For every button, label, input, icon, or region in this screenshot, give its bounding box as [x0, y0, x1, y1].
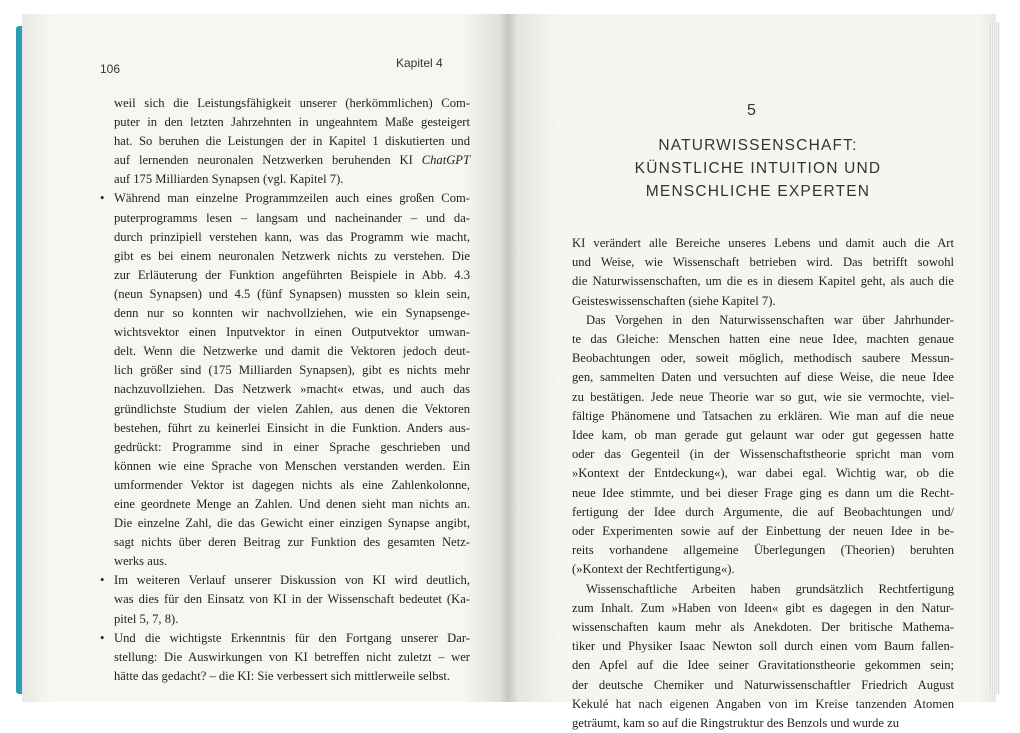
page-number: 106	[100, 62, 121, 76]
text-line: reits vorhandene allgemeine Überlegungen (Theorien) beruhten	[572, 543, 954, 558]
text-line: zum Inhalt. Zum »Haben von Ideen« gibt es dagegen in den Natur-	[572, 600, 954, 615]
page-edges	[990, 22, 1000, 694]
text-line: te das Gleiche: Menschen hatten eine neue Idee, machten genaue	[572, 332, 954, 347]
text-line: den Apfel auf die Idee seiner Gravitationstheorie gekommen sein;	[572, 658, 954, 673]
text-line: oder Experimenten sowie auf der Einbettung der neuen Idee in be-	[572, 524, 954, 539]
text-line: auf lernenden neuronalen Netzwerken beruhenden KI ChatGPT	[114, 153, 470, 168]
text-line: gründlichste Studium der vielen Zahlen, aus denen die Vektoren	[114, 401, 470, 416]
running-header: Kapitel 4	[396, 56, 443, 70]
text-line: Geisteswissenschaften (siehe Kapitel 7).	[572, 293, 776, 308]
right-page-body	[572, 234, 954, 733]
text-line: Das Vorgehen in den Naturwissenschaften war über Jahrhunder-	[586, 312, 954, 327]
text-line: (»Kontext der Rechtfertigung«).	[572, 562, 735, 577]
text-line: können wie eine Sprache von Menschen verstanden werden. Ein	[114, 458, 470, 473]
text-line: wissenschaften kaum mehr als Anekdoten. Der britische Mathema-	[572, 620, 954, 635]
text-line: die Naturwissenschaften, um die es in diesem Kapitel geht, als auch die	[572, 274, 954, 289]
text-line: fertigung der Idee durch Argumente, die auf Beobachtungen und/	[572, 504, 954, 519]
text-line: werks aus.	[114, 554, 168, 569]
text-line: delt. Wenn die Netzwerke und damit die Vektoren jedoch deut-	[114, 344, 470, 359]
bullet-item	[114, 571, 470, 628]
text-line: denn nur so konnten wir nachvollziehen, wie ein Synapsenge-	[114, 306, 470, 321]
text-line: Die einzelne Zahl, die das Gewicht einer einzigen Synapse angibt,	[114, 516, 470, 531]
text-line: weil sich die Leistungsfähigkeit unserer (herkömmlichen) Com-	[114, 96, 470, 110]
text-line: • Während man einzelne Programmzeilen auch eines großen Com-	[114, 191, 470, 206]
text-line: gibt es bei einem neuronalen Netzwerk nichts zu verstehen. Die	[114, 248, 470, 263]
left-page	[22, 14, 508, 702]
text-line: der deutsche Chemiker und Naturwissenschaftler Friedrich August	[572, 677, 954, 692]
text-line: neue Idee stimmte, und bei dieser Frage ging es dann um die Recht-	[572, 485, 954, 500]
text-line: geträumt, kam so auf die Ringstruktur des Benzols und wurde zu	[572, 716, 900, 731]
text-line: durch prinzipiell verstehen kann, was das Programm wie macht,	[114, 229, 470, 244]
open-book	[22, 14, 996, 731]
text-line: Wissenschaftliche Arbeiten haben grundsätzlich Rechtfertigung	[586, 581, 954, 596]
text-line: stellung: Die Auswirkungen von KI betreffen nicht zuletzt – wer	[114, 649, 470, 664]
text-line: • Im weiteren Verlauf unserer Diskussion von KI wird deutlich,	[114, 573, 470, 588]
text-line: eine geordnete Menge an Zahlen. Und denen sieht man nichts an.	[114, 496, 470, 511]
text-line: Idee kam, ob man gerade gut gelaunt war oder gut gegessen hatte	[572, 428, 954, 443]
text-line: (neun Synapsen) und 4.5 (fünf Synapsen) mussten so klein sein,	[114, 286, 470, 301]
text-line: Kekulé hat nach eigenen Angaben von im Kreise tanzenden Atomen	[572, 696, 954, 711]
text-line: »Kontext der Entdeckung«), war dabei egal. Wichtig war, ob die	[572, 466, 954, 481]
text-line: zu bestätigen. Jede neue Theorie war so gut, wie sie vermochte, viel-	[572, 389, 954, 404]
text-line: puter in den letzten Jahrzehnten in ungeahntem Maße gesteigert	[114, 115, 470, 130]
text-line: • Und die wichtigste Erkenntnis für den Fortgang unserer Dar-	[114, 630, 470, 645]
bullet-item	[114, 189, 470, 571]
text-line: zur Erläuterung der Funktion angeführten Beispiele in Abb. 4.3	[114, 267, 470, 282]
chapter-title-line: NATURWISSENSCHAFT:	[658, 137, 858, 154]
text-line: und Weise, wie Wissenschaft betrieben wird. Das betrifft sowohl	[572, 255, 954, 270]
bullet-item	[114, 629, 470, 686]
paragraph	[114, 94, 470, 189]
paragraph	[572, 311, 954, 580]
text-line: oder das Gegenteil (in der Wissenschaftstheorie spricht man vom	[572, 447, 954, 462]
text-line: wichtsvektor einen Inputvektor in einen Outputvektor umwan-	[114, 325, 470, 340]
text-line: gedrückt: Programme sind in einer Sprache geschrieben und	[114, 439, 470, 454]
text-line: pitel 5, 7, 8).	[114, 611, 179, 626]
text-line: hat. So beruhen die Leistungen der in Kapitel 1 diskutierten und	[114, 134, 470, 149]
text-line: sagt nichts über deren Beitrag zur Funktion des gesamten Netz-	[114, 535, 470, 550]
text-line: gen, sammelten Daten und versuchten auf diese Weise, die neue Idee	[572, 370, 954, 385]
left-page-body	[114, 94, 470, 686]
text-line: puterprogramms lesen – langsam und nacheinander – und da-	[114, 210, 470, 225]
text-line: auf 175 Milliarden Synapsen (vgl. Kapitel 7).	[114, 172, 344, 187]
text-line: umformender Vektor ist dagegen nichts als eine Zahlenkolonne,	[114, 477, 470, 492]
paragraph	[572, 580, 954, 733]
text-line: fältige Phänomene und Tatsachen zu erklären. Wie man auf die neue	[572, 408, 954, 423]
text-line: bestehen, führt zu keinerlei Einsicht in die Funktion. Anders aus-	[114, 420, 470, 435]
text-line: was dies für den Einsatz von KI in der Wissenschaft bedeutet (Ka-	[114, 592, 470, 607]
chapter-number: 5	[747, 102, 757, 119]
chapter-title-line: KÜNSTLICHE INTUITION UND	[634, 160, 882, 177]
text-line: tiker und Physiker Isaac Newton soll durch einen vom Baum fallen-	[572, 639, 954, 654]
right-page	[508, 14, 996, 731]
text-line: hätte das gedacht? – die KI: Sie verbessert sich mittlerweile selbst.	[114, 668, 451, 683]
chapter-title	[548, 134, 968, 203]
text-line: lich größer sind (175 Milliarden Synapsen), gibt es nichts mehr	[114, 363, 470, 378]
text-line: nachzuvollziehen. Das Netzwerk »macht« etwas, und auch das	[114, 382, 470, 397]
text-line: Beobachtungen oder, soweit möglich, methodisch saubere Messun-	[572, 351, 954, 366]
paragraph	[572, 234, 954, 311]
chapter-title-line: MENSCHLICHE EXPERTEN	[645, 183, 871, 200]
text-line: KI verändert alle Bereiche unseres Lebens und damit auch die Art	[572, 236, 954, 250]
